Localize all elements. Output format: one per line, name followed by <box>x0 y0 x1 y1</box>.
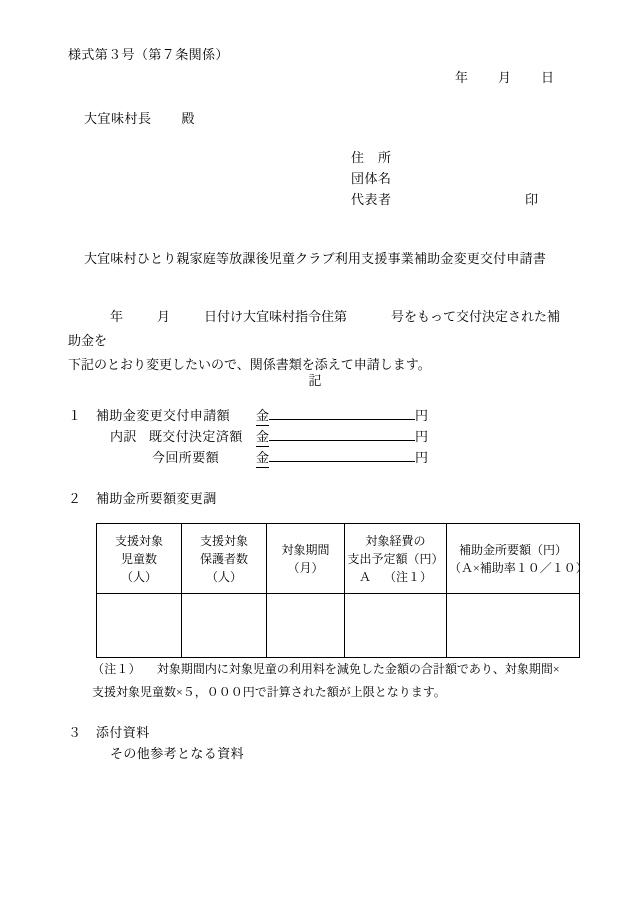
applicant-address-label: 住 所 <box>351 150 392 165</box>
document-title: 大宜味村ひとり親家庭等放課後児童クラブ利用支援事業補助金変更交付申請書 <box>83 251 546 266</box>
body-paragraph <box>68 305 568 377</box>
section3-title: 添付資料 <box>96 725 150 740</box>
body-request-text: 下記のとおり変更したいので、関係書類を添えて申請します。 <box>68 357 431 372</box>
section2-title: 補助金所要額変更調 <box>96 491 217 506</box>
applicant-organization-row <box>351 168 392 189</box>
form-number: 様式第３号（第７条関係） <box>68 47 229 62</box>
applicant-address-row <box>351 147 392 168</box>
amount-input-total[interactable] <box>269 418 415 420</box>
amount-input-current-required[interactable] <box>269 460 415 462</box>
amount-prefix-already-decided: 金 <box>256 426 269 447</box>
table-row <box>97 594 580 658</box>
applicant-organization-label: 団体名 <box>351 171 392 186</box>
amount-prefix-total: 金 <box>256 405 269 426</box>
section3-item-other-documents: その他参考となる資料 <box>110 746 245 761</box>
amount-suffix-total: 円 <box>415 408 429 423</box>
section1-title: 補助金変更交付申請額 <box>96 408 231 423</box>
date-month-label: 月 <box>498 70 512 85</box>
table-cell-target-children[interactable] <box>97 594 182 658</box>
ki-mark: 記 <box>308 373 322 388</box>
seal-icon: 印 <box>525 192 539 207</box>
addressee-office: 大宜味村長 <box>84 111 152 126</box>
body-month-label: 月 <box>157 309 171 324</box>
date-day-label: 日 <box>541 70 555 85</box>
table-cell-required-subsidy[interactable] <box>447 594 580 658</box>
table-cell-target-period[interactable] <box>267 594 345 658</box>
section1-breakdown-line <box>110 426 243 445</box>
date-year-label: 年 <box>455 70 469 85</box>
date-line <box>455 67 554 86</box>
addressee-honorific: 殿 <box>181 111 196 126</box>
addressee <box>84 108 195 127</box>
table-header-target-period: 対象期間 （月） <box>267 524 345 594</box>
amount-suffix-current-required: 円 <box>415 450 429 465</box>
table-header-expenditure-note: Ａ （注１） <box>358 569 433 584</box>
applicant-representative-label: 代表者 <box>351 192 392 207</box>
body-year-label: 年 <box>110 309 124 324</box>
section1-breakdown-item1: 既交付決定済額 <box>148 429 243 444</box>
table-note-label: （注１） <box>92 662 141 676</box>
amount-field-total[interactable] <box>256 405 428 426</box>
section2-number: ２ <box>68 491 82 506</box>
table-note <box>92 658 570 704</box>
table-note-text: 対象期間内に対象児童の利用料を減免した金額の合計額であり、対象期間×支援対象児童数×５，０００円で計算された額が上限となります。 <box>92 662 560 699</box>
subsidy-calculation-table <box>96 523 588 658</box>
table-header-required-subsidy: 補助金所要額（円） （Ａ×補助率１０／１０） <box>447 524 580 594</box>
section1-number: １ <box>68 408 82 423</box>
section3-number: ３ <box>68 725 82 740</box>
table-cell-planned-expenditure[interactable] <box>345 594 447 658</box>
table-header-planned-expenditure: 対象経費の 支出予定額（円） Ａ （注１） <box>345 524 447 594</box>
amount-prefix-current-required: 金 <box>256 447 269 468</box>
table-header-target-children: 支援対象 児童数 （人） <box>97 524 182 594</box>
amount-input-already-decided[interactable] <box>269 439 415 441</box>
body-number-text: 号をもって交付決定された補助金を <box>68 309 561 348</box>
table-header-row <box>97 524 580 594</box>
applicant-representative-row <box>351 189 539 210</box>
amount-suffix-already-decided: 円 <box>415 429 429 444</box>
amount-field-already-decided[interactable] <box>256 426 428 447</box>
section1-breakdown-label: 内訳 <box>110 429 137 444</box>
table-header-target-guardians: 支援対象 保護者数 （人） <box>182 524 267 594</box>
applicant-block <box>351 147 539 210</box>
amount-field-current-required[interactable] <box>256 447 428 468</box>
section1-breakdown-item2: 今回所要額 <box>152 450 220 465</box>
table-cell-target-guardians[interactable] <box>182 594 267 658</box>
body-decision-text: 日付け大宜味村指令住第 <box>204 309 348 324</box>
